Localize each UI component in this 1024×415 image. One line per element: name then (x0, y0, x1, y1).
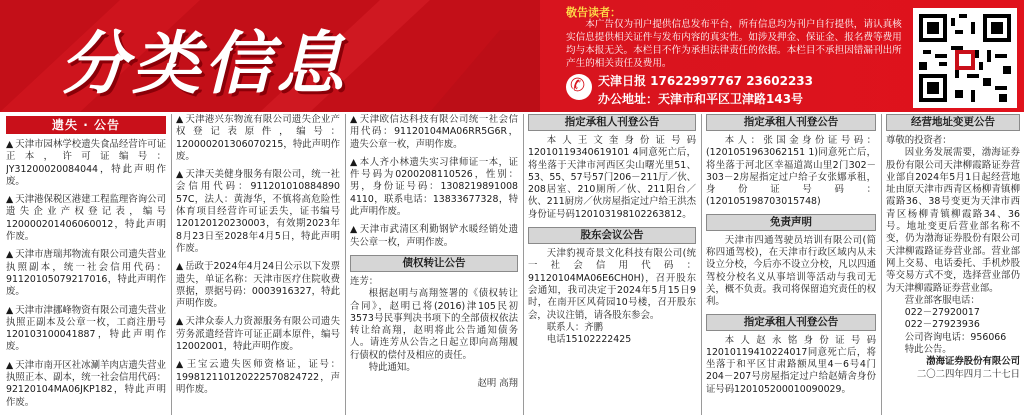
list-item: ▲ 天津众泰人力资源服务有限公司遗失劳务派遣经营许可证正副本原件，编号12002001，特此声明作废。 (176, 316, 340, 353)
disclaimer-title: 免责声明 (706, 214, 876, 231)
tenant-notice-title: 指定承租人刊登公告 (528, 114, 696, 131)
column-notices-debt (350, 114, 518, 415)
debt-closing: 特此通知。 (368, 362, 416, 374)
debt-body: 根据赵明与高翔签署的《债权转让合同》，赵明已将(2016)津105民初3573号民事判决书项下的全部债权依法转让给高翔，赵明将此公告通知债务人。请连芳从公告之日起立即向高翔履行债权的偿付及相应的责任。 (350, 288, 518, 361)
service-phone-2: 022－27923936 (904, 319, 980, 331)
service-phone-label: 营业部客服电话： (904, 294, 980, 306)
column-divider (881, 114, 882, 415)
column-lost-notices (6, 114, 166, 415)
list-item: ▲ 天津天美健身服务有限公司，统一社会信用代码：911201010884890 57C，法人：黄海华，不慎将高危险性体育项目经营许可证丢失，证书编号120120120230003，有效期2023年8月23日至2028年4月5日，特此声明作废。 (176, 169, 340, 254)
list-item: ▲ 天津市津挪峰物资有限公司遗失营业执照正副本及公章一枚，工商注册号120103100041887，特此声明作废。 (6, 304, 166, 353)
list-item: ▲ 天津市武清区利勤钢铲水暖经销处遗失公章一枚，声明作废。 (350, 224, 518, 248)
column-address-change (886, 114, 1020, 415)
column-divider (701, 114, 702, 415)
column-tenant-shareholder (528, 114, 696, 415)
company-name: 渤海证券股份有限公司 (926, 356, 1020, 368)
phone-icon (566, 74, 592, 100)
list-item: ▲ 天津欧信达科技有限公司统一社会信用代码：91120104MA06RR5G6R，遗失公章一枚，声明作废。 (350, 114, 518, 150)
list-item: ▲ 王宝云遗失医师资格证，证号：199812110120222570824722，声明作废。 (176, 359, 340, 395)
column-lost-notices-2 (176, 114, 340, 415)
shareholder-meeting-title: 股东会议公告 (528, 227, 696, 244)
debt-signature: 赵明 高翔 (477, 378, 518, 390)
address-change-greeting: 尊敬的投资者： (886, 135, 952, 146)
list-item: ▲ 天津市南开区社冰涮羊肉店遗失营业执照正本、副本，统一社会信用代码：92120104MA06JKP182，特此声明作废。 (6, 359, 166, 408)
address-text: 办公地址：天津市和平区卫津路143号 (598, 92, 804, 106)
shareholder-meeting-body: 天津豹视奇景文化科技有限公司(统一社会信用代码：91120104MA06E6CH0H)，召开股东会通知，我司决定于2024年5月15日9时，在南开区风荷园10号楼，召开股东会，决议注销，请各股东参会。 (528, 248, 696, 321)
notice-heading: 敬告读者： (566, 6, 621, 19)
tenant-notice-body-2: 本人：张国金身份证号码：(1201051963062151 1)同意死亡后，将坐落于河北区幸福道嵩山里2门302－303－2房屋指定过户给子女张娜承租，身份证号码：(120105198703015748) (706, 135, 876, 208)
notice-body: 本广告仅为刊户提供信息发布平台，所有信息均为刊户自行提供，请认真核实信息提供相关证件与发布内容的真实性。如涉及押金、保证金、报名费等费用均与本报无关。本栏目不作为承担法律责任的依据。本栏目不承担因错漏刊出所产生的相关责任及费用。 (566, 19, 902, 69)
tenant-notice-title-3: 指定承租人刊登公告 (706, 314, 876, 331)
company-hotline: 公司咨询电话：956066 (904, 331, 1007, 343)
list-item: ▲ 天津港兴东物流有限公司遗失企业产权登记表原件，编号：120000201306070215，特此声明作废。 (176, 114, 340, 162)
contact-phone: 电话15102222425 (546, 334, 632, 346)
banner-lost-notice: 遗失 · 公告 (6, 116, 166, 134)
list-item: ▲ 本人齐小林遗失实习律师证一本，证件号码为0200208110526，性别：男，身份证号码：1308219891008 4110，联系电话：13833677328，特此声明作废。 (350, 156, 518, 218)
list-item: ▲ 岳政于2024年4月24日公示以下发票遗失，单证名称：天津市医疗住院收费票据，票据号码：0003916327，特此声明作废。 (176, 261, 340, 310)
tenant-notice-body-3: 本人赵永铭身份证号码12010119410224017同意死亡后，将坐落于和平区甘肃路额凤里4－6号4门204－207号房屋指定过户给赵婧舍身份证号码120105200010090029。 (706, 334, 876, 395)
page-title: 分类信息 (60, 25, 349, 104)
column-divider (523, 114, 524, 415)
tenant-notice-body: 本人王文奎身份证号码12010119340619101 4同意死亡后，将坐落于天津市河西区尖山曙光里51、53、55、57号57门206－211厅／伙、208居室、210厕所／伙、211阳台／伙、211厨房／伙房屋指定过户给王洪杰身份证号码120103198102263812。 (528, 135, 696, 220)
address-change-closing: 特此公告。 (904, 344, 952, 356)
list-item: ▲ 天津港保税区港建工程监理咨询公司遗失企业产权登记表，编号120000201406060012，特此声明作废。 (6, 194, 166, 243)
address-change-title: 经营地址变更公告 (886, 114, 1020, 131)
contact-person: 联系人：齐鹏 (546, 321, 604, 333)
contact-block (566, 70, 906, 108)
debt-salutation: 连芳： (350, 275, 379, 287)
column-divider (171, 114, 172, 415)
notice-date: 二〇二四年四月二十七日 (916, 368, 1020, 380)
page-header (0, 0, 1024, 112)
tenant-notice-title-2: 指定承租人刊登公告 (706, 114, 876, 131)
list-item: ▲ 天津市唐瑞邦物流有限公司遗失营业执照副本，统一社会信用代码：91120105079217016，特此声明作废。 (6, 249, 166, 298)
address-change-body: 因业务发展需要，渤海证券股份有限公司天津柳霞路证券营业部自2024年5月1日起经营地址由原天津市西青区杨柳青镇柳霞路36、38号变更为天津市西青区杨柳青镇柳霞路34、36号。地址变更后营业部名称不变，仍为渤海证券股份有限公司天津柳霞路证券营业部。营业部网上交易、电话委托、手机炒股等交易方式不变，选择营业部仍为天津柳霞路证券营业部。 (886, 147, 1020, 294)
debt-transfer-title: 债权转让公告 (350, 255, 518, 272)
column-tenant-disclaimer (706, 114, 876, 415)
service-phone-1: 022－27920017 (904, 307, 980, 319)
hotline-text: 天津日报 17622997767 23602233 (598, 74, 813, 88)
qr-code (913, 8, 1017, 108)
list-item: ▲ 天津市园林学校遗失食品经营许可证正本，许可证编号：JY31200020084044，特此声明作废。 (6, 139, 166, 187)
disclaimer-body: 天津市四通驾驶员培训有限公司(简称四通驾校)，在天津市行政区域内从未设立分校，今后亦不设立分校，凡以四通驾校分校名义从事培训等活动与我司无关，概不负责。我司将保留追究责任的权利。 (706, 234, 876, 308)
column-divider (345, 114, 346, 415)
